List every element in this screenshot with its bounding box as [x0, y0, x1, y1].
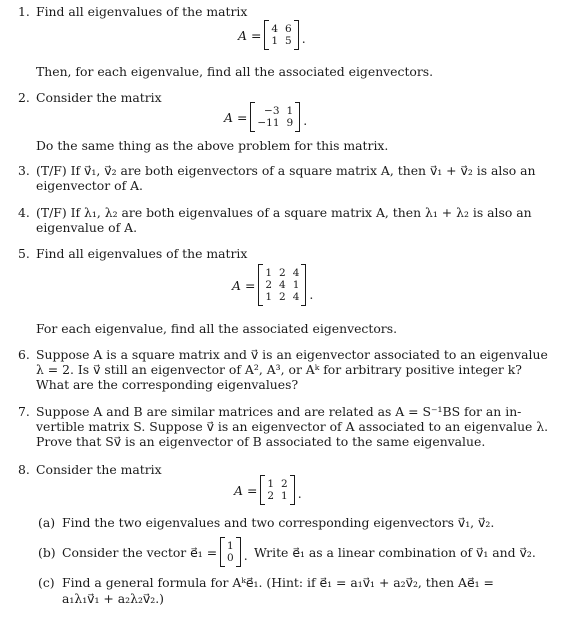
problem-7-line: vertible matrix S. Suppose v⃗ is an eigenvector of A associated to an eigenvalue λ. [36, 419, 549, 434]
problem-8b-label: (b) [38, 545, 56, 560]
problem-1-number: 1. [18, 4, 30, 19]
matrix-cell: 2 [279, 291, 286, 303]
problem-6-number: 6. [18, 347, 30, 362]
problem-8-matrix: A = 1 2 2 1 . [234, 475, 302, 505]
matrix-cell: 1 [271, 35, 279, 47]
matrix-cell: 1 [265, 267, 273, 279]
matrix-cell: 1 [267, 478, 275, 490]
matrix-cell: 1 [292, 279, 300, 291]
problem-2-text: Consider the matrix [36, 90, 162, 105]
matrix-label: A [234, 482, 243, 498]
problem-6-line: What are the corresponding eigenvalues? [36, 377, 299, 392]
problem-8-number: 8. [18, 462, 30, 477]
problem-5-number: 5. [18, 246, 30, 261]
problem-7-line: Prove that Sv⃗ is an eigenvector of B associated to the same eigenvalue. [36, 434, 486, 449]
problem-1-follow: Then, for each eigenvalue, find all the associated eigenvectors. [36, 64, 434, 79]
problem-8b-vector: 1 0 . [220, 537, 248, 567]
matrix-cell: 1 [281, 490, 288, 502]
matrix-cell: 6 [285, 23, 292, 35]
matrix-cell: 1 [265, 291, 273, 303]
matrix-cell: −11 [257, 117, 280, 129]
matrix-cell: 4 [279, 279, 286, 291]
problem-2-matrix: A = −3 1 −11 9 . [224, 102, 307, 132]
problem-8-text: Consider the matrix [36, 462, 162, 477]
problem-5-text: Find all eigenvalues of the matrix [36, 246, 248, 261]
problem-8b-text: Consider the vector e⃗₁ = [62, 545, 218, 560]
problem-2-number: 2. [18, 90, 30, 105]
matrix-cell: 2 [279, 267, 286, 279]
matrix-label: A [238, 27, 247, 43]
matrix-cell: 1 [286, 105, 294, 117]
problem-7-line: Suppose A and B are similar matrices and are related as A = S⁻¹BS for an in- [36, 404, 522, 419]
problem-4-line: eigenvalue of A. [36, 220, 138, 235]
problem-6-line: Suppose A is a square matrix and v⃗ is an eigenvector associated to an eigenvalue [36, 347, 548, 362]
problem-5-matrix: A = 1 2 4 2 4 1 1 2 4 . [232, 264, 313, 306]
problem-8c-line: Find a general formula for Aᵏe⃗₁. (Hint: if e⃗₁ = a₁v⃗₁ + a₂v⃗₂, then Ae⃗₁ = [62, 575, 494, 590]
matrix-cell: 4 [271, 23, 279, 35]
problem-8c-label: (c) [38, 575, 55, 590]
problem-4-number: 4. [18, 205, 30, 220]
problem-5-follow: For each eigenvalue, find all the associated eigenvectors. [36, 321, 398, 336]
vector-cell: 0 [227, 552, 234, 564]
problem-1-matrix: A = 4 6 1 5 . [238, 20, 306, 50]
problem-6-line: λ = 2. Is v⃗ still an eigenvector of A², A³, or Aᵏ for arbitrary positive integer k? [36, 362, 522, 377]
matrix-cell: 4 [292, 267, 300, 279]
problem-2-follow: Do the same thing as the above problem for this matrix. [36, 138, 389, 153]
problem-7-number: 7. [18, 404, 30, 419]
problem-8a-label: (a) [38, 515, 56, 530]
matrix-label: A [224, 109, 233, 125]
problem-3-line: eigenvector of A. [36, 178, 143, 193]
matrix-cell: 4 [292, 291, 300, 303]
problem-1-text: Find all eigenvalues of the matrix [36, 4, 248, 19]
matrix-cell: 2 [281, 478, 288, 490]
problem-8b-text-post: Write e⃗₁ as a linear combination of v⃗₁ and v⃗₂. [254, 545, 536, 560]
problem-3-number: 3. [18, 163, 30, 178]
matrix-cell: 2 [265, 279, 273, 291]
problem-8a-text: Find the two eigenvalues and two corresponding eigenvectors v⃗₁, v⃗₂. [62, 515, 495, 530]
matrix-cell: 2 [267, 490, 275, 502]
problem-4-line: (T/F) If λ₁, λ₂ are both eigenvalues of a square matrix A, then λ₁ + λ₂ is also an [36, 205, 532, 220]
matrix-cell: 9 [286, 117, 294, 129]
vector-cell: 1 [227, 540, 234, 552]
matrix-label: A [232, 277, 241, 293]
problem-8c-line: a₁λ₁v⃗₁ + a₂λ₂v⃗₂.) [62, 591, 164, 606]
matrix-cell: 5 [285, 35, 292, 47]
problem-3-line: (T/F) If v⃗₁, v⃗₂ are both eigenvectors of a square matrix A, then v⃗₁ + v⃗₂ is also an [36, 163, 536, 178]
matrix-cell: −3 [264, 105, 280, 117]
